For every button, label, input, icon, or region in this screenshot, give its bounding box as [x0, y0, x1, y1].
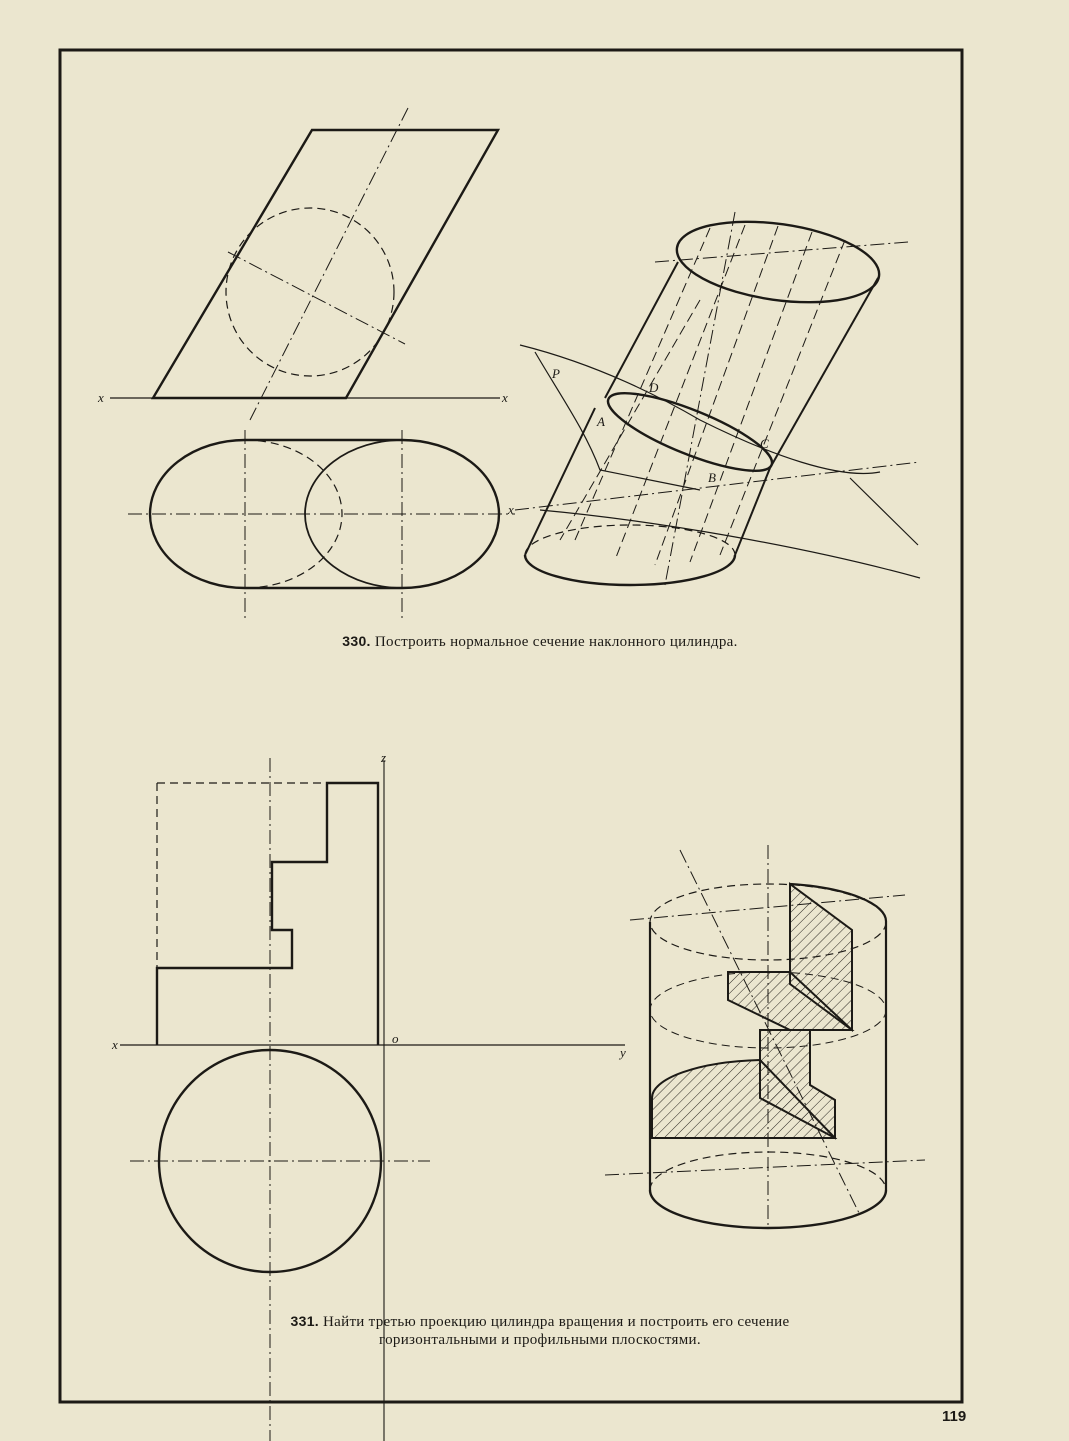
axis-line: [680, 850, 860, 1215]
caption-line-2: горизонтальными и профильными плоскостями.: [379, 1332, 701, 1348]
label-y-right: y: [620, 1045, 626, 1060]
figure-number: 330.: [342, 633, 371, 649]
plane-p-trace: [540, 510, 920, 578]
cylinder-bottom-ellipse-dashed: [525, 525, 735, 555]
page-number: 119: [942, 1408, 967, 1425]
axis-line: [605, 1160, 925, 1175]
dashed-generator: [655, 226, 778, 565]
label-D: D: [649, 380, 659, 395]
plane-p-trace: [850, 478, 918, 545]
caption-figure-331: [120, 1312, 960, 1349]
label-A: A: [597, 414, 605, 429]
dashed-generator: [720, 240, 845, 555]
axis-line: [250, 108, 408, 420]
label-x: x: [112, 1037, 118, 1052]
cylinder-bottom-ellipse-solid: [525, 555, 735, 585]
label-z: z: [381, 750, 387, 765]
caption-figure-330: [120, 632, 960, 651]
page-frame: [60, 50, 962, 1402]
parallelogram-front-view: [153, 130, 498, 398]
axis-line: [228, 252, 405, 344]
figure-number: 331.: [290, 1313, 319, 1329]
cylinder-top-ellipse: [672, 210, 885, 314]
caption-text: Построить нормальное сечение наклонного цилиндра.: [374, 634, 738, 650]
front-view-outline: [157, 783, 378, 1045]
axis-line: [515, 462, 920, 510]
axis-line: [655, 242, 908, 262]
caption-line-1: [120, 1312, 960, 1331]
label-x-iso: x: [508, 502, 514, 517]
cylinder-edge: [770, 278, 878, 468]
dashed-generator: [615, 225, 745, 560]
label-B: B: [708, 470, 716, 485]
figure-330: [110, 108, 920, 618]
dashed-generator: [575, 228, 710, 540]
caption-text: Найти третью проекцию цилиндра вращения и построить его сечение: [323, 1314, 790, 1330]
label-C: C: [760, 436, 769, 451]
label-x-left: x: [98, 390, 104, 405]
dashed-generator: [560, 300, 700, 540]
label-x-right: x: [502, 390, 508, 405]
label-o: o: [392, 1031, 399, 1046]
label-P: P: [552, 366, 560, 381]
